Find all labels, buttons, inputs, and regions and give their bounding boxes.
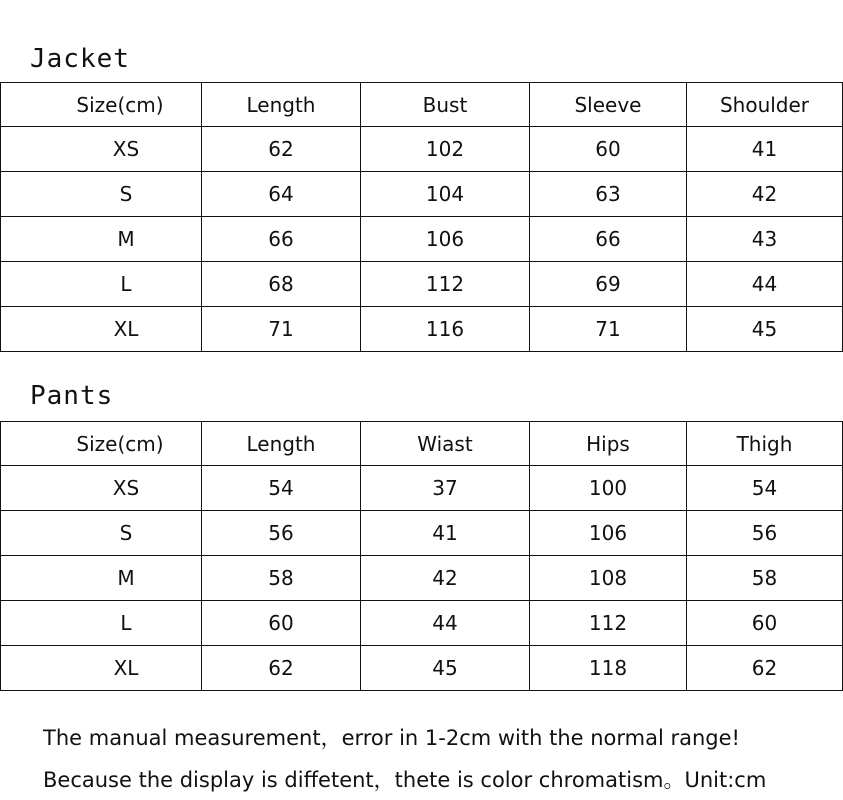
table-cell: 44 xyxy=(687,262,843,307)
table-cell: 58 xyxy=(687,556,843,601)
jacket-size-table xyxy=(0,82,843,352)
table-row xyxy=(1,172,843,217)
size-cell: XS xyxy=(1,127,202,172)
table-cell: 63 xyxy=(530,172,687,217)
table-row xyxy=(1,601,843,646)
table-row xyxy=(1,217,843,262)
table-cell: 62 xyxy=(202,646,361,691)
size-cell: XL xyxy=(1,646,202,691)
header-cell: Bust xyxy=(361,83,530,127)
header-cell: Length xyxy=(202,422,361,466)
table-header-row xyxy=(1,422,843,466)
table-cell: 45 xyxy=(687,307,843,352)
table-cell: 45 xyxy=(361,646,530,691)
header-cell: Size(cm) xyxy=(1,422,202,466)
table-cell: 112 xyxy=(361,262,530,307)
display-note: Because the display is diffetent，thete is color chromatism。Unit:cm xyxy=(43,768,767,792)
table-cell: 60 xyxy=(530,127,687,172)
table-cell: 104 xyxy=(361,172,530,217)
table-cell: 60 xyxy=(202,601,361,646)
table-row xyxy=(1,307,843,352)
size-cell: M xyxy=(1,556,202,601)
table-cell: 102 xyxy=(361,127,530,172)
header-cell: Length xyxy=(202,83,361,127)
table-cell: 112 xyxy=(530,601,687,646)
measurement-note: The manual measurement，error in 1-2cm with the normal range! xyxy=(43,726,740,750)
size-cell: L xyxy=(1,601,202,646)
size-cell: XL xyxy=(1,307,202,352)
table-cell: 62 xyxy=(202,127,361,172)
table-cell: 66 xyxy=(202,217,361,262)
table-cell: 71 xyxy=(202,307,361,352)
table-cell: 69 xyxy=(530,262,687,307)
header-cell: Size(cm) xyxy=(1,83,202,127)
table-row xyxy=(1,466,843,511)
table-row xyxy=(1,511,843,556)
table-row xyxy=(1,646,843,691)
size-cell: L xyxy=(1,262,202,307)
table-cell: 54 xyxy=(202,466,361,511)
table-cell: 64 xyxy=(202,172,361,217)
table-cell: 68 xyxy=(202,262,361,307)
size-cell: S xyxy=(1,511,202,556)
header-cell: Sleeve xyxy=(530,83,687,127)
table-cell: 56 xyxy=(202,511,361,556)
table-cell: 58 xyxy=(202,556,361,601)
pants-size-table xyxy=(0,421,843,691)
header-cell: Wiast xyxy=(361,422,530,466)
table-cell: 108 xyxy=(530,556,687,601)
table-cell: 71 xyxy=(530,307,687,352)
table-cell: 100 xyxy=(530,466,687,511)
table-row xyxy=(1,127,843,172)
table-cell: 118 xyxy=(530,646,687,691)
table-cell: 44 xyxy=(361,601,530,646)
size-cell: M xyxy=(1,217,202,262)
table-row xyxy=(1,556,843,601)
size-cell: XS xyxy=(1,466,202,511)
header-cell: Thigh xyxy=(687,422,843,466)
table-cell: 37 xyxy=(361,466,530,511)
table-cell: 60 xyxy=(687,601,843,646)
table-cell: 62 xyxy=(687,646,843,691)
table-cell: 42 xyxy=(361,556,530,601)
table-cell: 56 xyxy=(687,511,843,556)
table-cell: 54 xyxy=(687,466,843,511)
table-cell: 41 xyxy=(687,127,843,172)
table-header-row xyxy=(1,83,843,127)
table-cell: 42 xyxy=(687,172,843,217)
table-cell: 116 xyxy=(361,307,530,352)
table-cell: 106 xyxy=(361,217,530,262)
size-cell: S xyxy=(1,172,202,217)
table-cell: 41 xyxy=(361,511,530,556)
table-row xyxy=(1,262,843,307)
pants-section-title: Pants xyxy=(30,381,114,411)
header-cell: Shoulder xyxy=(687,83,843,127)
table-cell: 66 xyxy=(530,217,687,262)
table-cell: 43 xyxy=(687,217,843,262)
jacket-section-title: Jacket xyxy=(30,44,130,74)
header-cell: Hips xyxy=(530,422,687,466)
table-cell: 106 xyxy=(530,511,687,556)
